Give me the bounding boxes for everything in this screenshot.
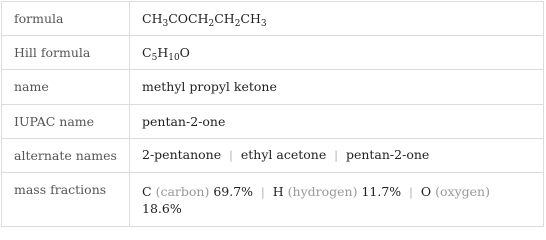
formula-subscript: 3	[260, 18, 267, 29]
formula-part: CH	[240, 10, 261, 26]
formula-part: CH	[142, 10, 163, 26]
separator: |	[261, 186, 265, 199]
hill-formula-label: Hill formula	[2, 36, 130, 70]
hill-formula-row	[2, 36, 544, 70]
formula-row	[2, 2, 544, 36]
element-percent: 11.7%	[361, 184, 402, 199]
alternate-names-row	[2, 139, 544, 173]
alternate-names-value	[130, 139, 544, 173]
alternate-names-label: alternate names	[2, 139, 130, 173]
element-symbol: C	[142, 184, 152, 199]
alternate-name: pentan-2-one	[345, 147, 430, 162]
separator: |	[409, 186, 413, 199]
alternate-name: ethyl acetone	[240, 147, 327, 162]
separator: |	[229, 149, 233, 162]
hill-subscript: 5	[151, 52, 158, 63]
element-name: (carbon)	[155, 184, 210, 199]
formula-label: formula	[2, 2, 130, 36]
iupac-name-row	[2, 105, 544, 139]
mass-fractions-value	[130, 173, 544, 227]
separator: |	[334, 149, 338, 162]
formula-value	[130, 2, 544, 36]
name-value: methyl propyl ketone	[130, 70, 544, 105]
hill-part: O	[179, 44, 190, 60]
element-name: (oxygen)	[435, 184, 490, 199]
formula-part: CH	[214, 10, 235, 26]
hill-subscript: 10	[168, 52, 180, 63]
alternate-name: 2-pentanone	[142, 147, 222, 162]
iupac-name-value: pentan-2-one	[130, 105, 544, 139]
hill-formula-value	[130, 36, 544, 70]
hill-part: H	[157, 44, 169, 60]
element-percent: 18.6%	[142, 201, 182, 216]
formula-subscript: 2	[234, 18, 241, 29]
mass-fractions-row	[2, 173, 544, 227]
element-symbol: H	[272, 184, 284, 199]
formula-subscript: 2	[208, 18, 215, 29]
name-row	[2, 70, 544, 105]
formula-part: COCH	[168, 10, 209, 26]
formula-subscript: 3	[162, 18, 169, 29]
iupac-name-label: IUPAC name	[2, 105, 130, 139]
properties-table	[1, 1, 544, 227]
mass-fractions-label: mass fractions	[2, 173, 130, 227]
element-symbol: O	[420, 184, 432, 199]
element-percent: 69.7%	[213, 184, 254, 199]
name-label: name	[2, 70, 130, 105]
element-name: (hydrogen)	[287, 184, 358, 199]
hill-part: C	[142, 44, 152, 60]
